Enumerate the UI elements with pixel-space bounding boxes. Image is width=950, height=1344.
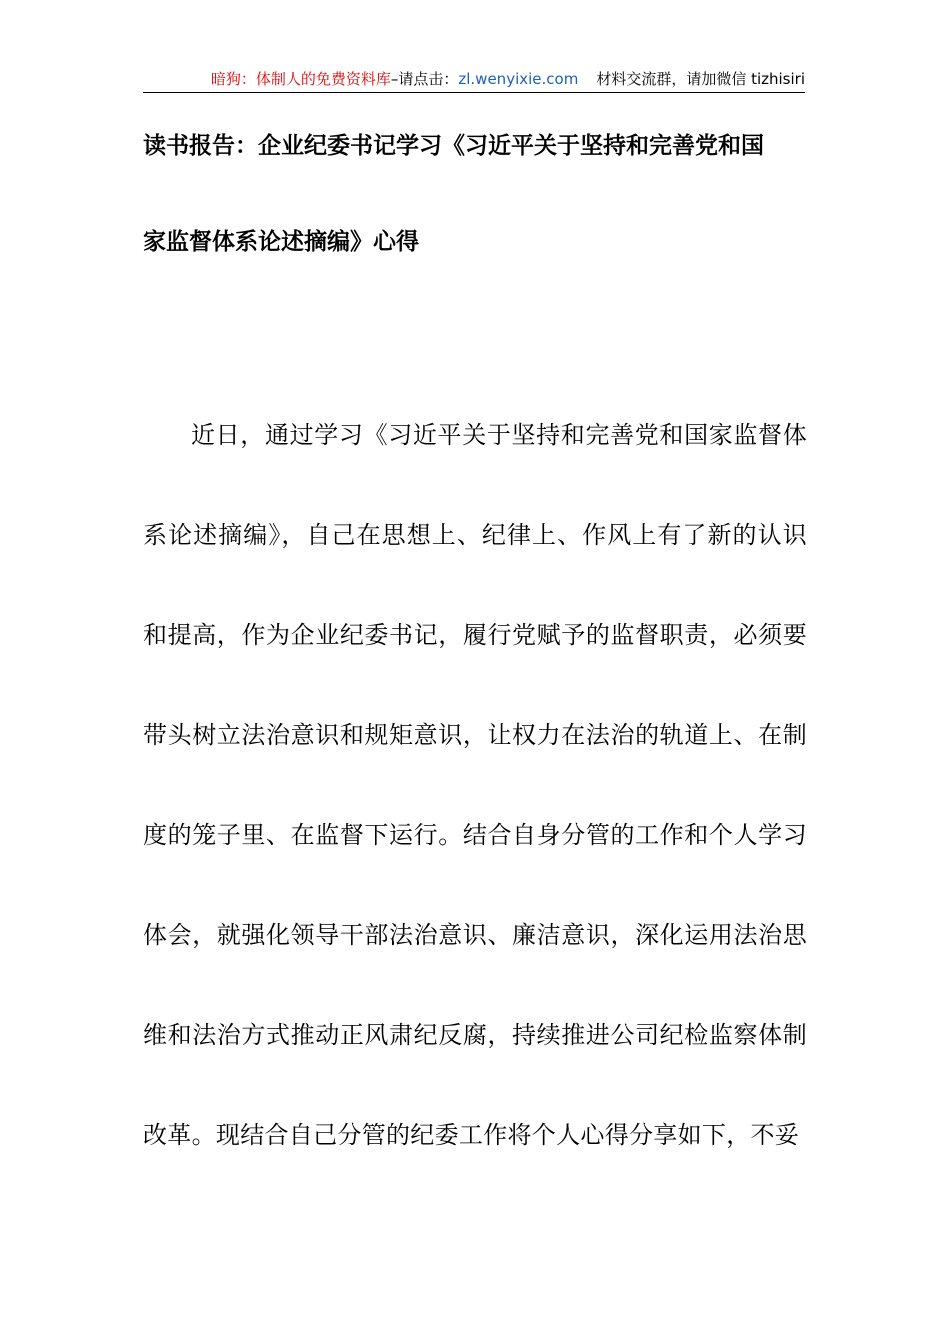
document-title <box>143 122 813 266</box>
header-group-note: 材料交流群，请加微信 tizhisiri <box>596 70 805 88</box>
body-paragraph: 近日，通过学习《习近平关于坚持和完善党和国家监督体系论述摘编》，自己在思想上、纪律上、作风上有了新的认识和提高，作为企业纪委书记，履行党赋予的监督职责，必须要带头树立法治意识和规矩意识，让权力在法治的轨道上、在制度的笼子里、在监督下运行。结合自身分管的工作和个人学习体会，就强化领导干部法治意识、廉洁意识，深化运用法治思维和法治方式推动正风肃纪反腐，持续推进公司纪检监察体制改革。现结合自己分管的纪委工作将个人心得分享如下，不妥 <box>143 421 807 1149</box>
title-line-1: 读书报告：企业纪委书记学习《习近平关于坚持和完善党和国 <box>143 133 764 159</box>
title-line-2: 家监督体系论述摘编》心得 <box>143 229 419 255</box>
header-url-link[interactable]: zl.wenyixie.com <box>458 70 579 88</box>
header-click-label: –请点击： <box>390 70 459 88</box>
header-brand: 暗狗：体制人的免费资料库 <box>210 70 391 88</box>
page-header <box>143 66 805 93</box>
